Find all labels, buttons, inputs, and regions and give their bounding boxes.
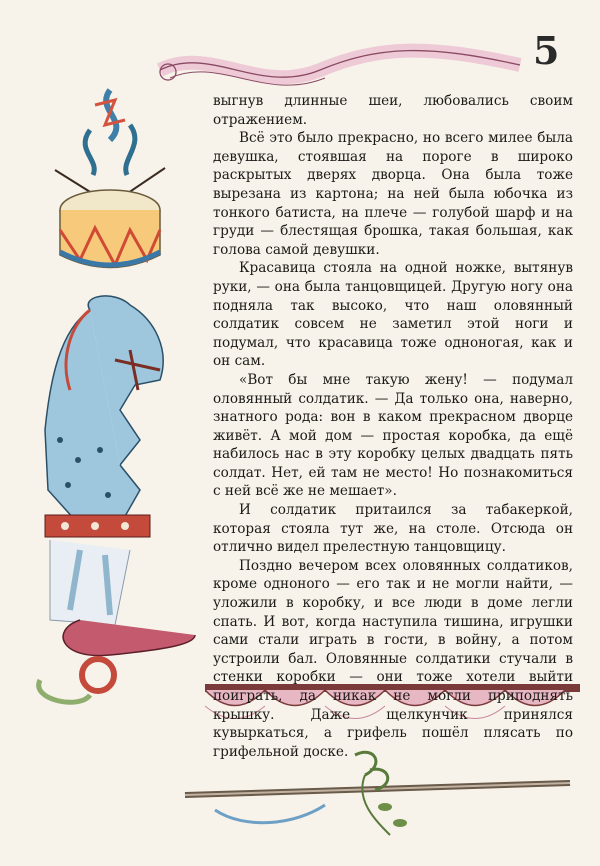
ribbon-icon	[150, 40, 530, 100]
paragraph: «Вот бы мне такую жену! — подумал оловянный солдатик. — Да только она, наверно, знатного рода: вон в каком прекрасном дворце живёт. А мой дом — простая коробка, да ещё набилось нас в эту коробку целых двадцать пять солдат. Нет, ей там не место! Но познакомиться с ней всё же не мешает».	[213, 371, 573, 500]
paragraph: Поздно вечером всех оловянных солдатиков, кроме одноного — его так и не могли найти, — уложили в коробку, и все люди в доме легли спать. И вот, когда наступила тишина, игрушки сами стали играть в гости, в войну, а потом устроили бал. Оловянные солдатики стучали в стенки коробки — они тоже хотели выйти поиграть, да никак не могли приподнять крышку. Даже щелкунчик принялся кувыркаться, а грифель пошёл плясать по грифельной доске.	[213, 557, 573, 760]
page-number: 5	[533, 28, 560, 73]
paragraph: И солдатик притаился за табакеркой, которая стояла тут же, на столе. Отсюда он отлично видел прелестную танцовщицу.	[213, 502, 573, 556]
paragraph: выгнув длинные шеи, любовались своим отражением.	[213, 93, 573, 128]
story-text	[213, 92, 573, 761]
rocking-horse-icon	[20, 290, 210, 710]
paragraph: Всё это было прекрасно, но всего милее была девушка, стоявшая на пороге в широко раскрытых дверях дворца. Она была тоже вырезана из картона; на ней была юбочка из тонкого батиста, на плече — голубой шарф и на груди — блестящая брошка, такая большая, как голова самой девушки.	[213, 130, 573, 258]
paragraph: Красавица стояла на одной ножке, вытянув руки, — она была танцовщицей. Другую ногу она подняла так высоко, что наш оловянный солдатик совсем не заметил этой ноги и подумал, что красавица тоже одноногая, как и он сам.	[213, 260, 573, 370]
drum-icon	[35, 80, 185, 280]
